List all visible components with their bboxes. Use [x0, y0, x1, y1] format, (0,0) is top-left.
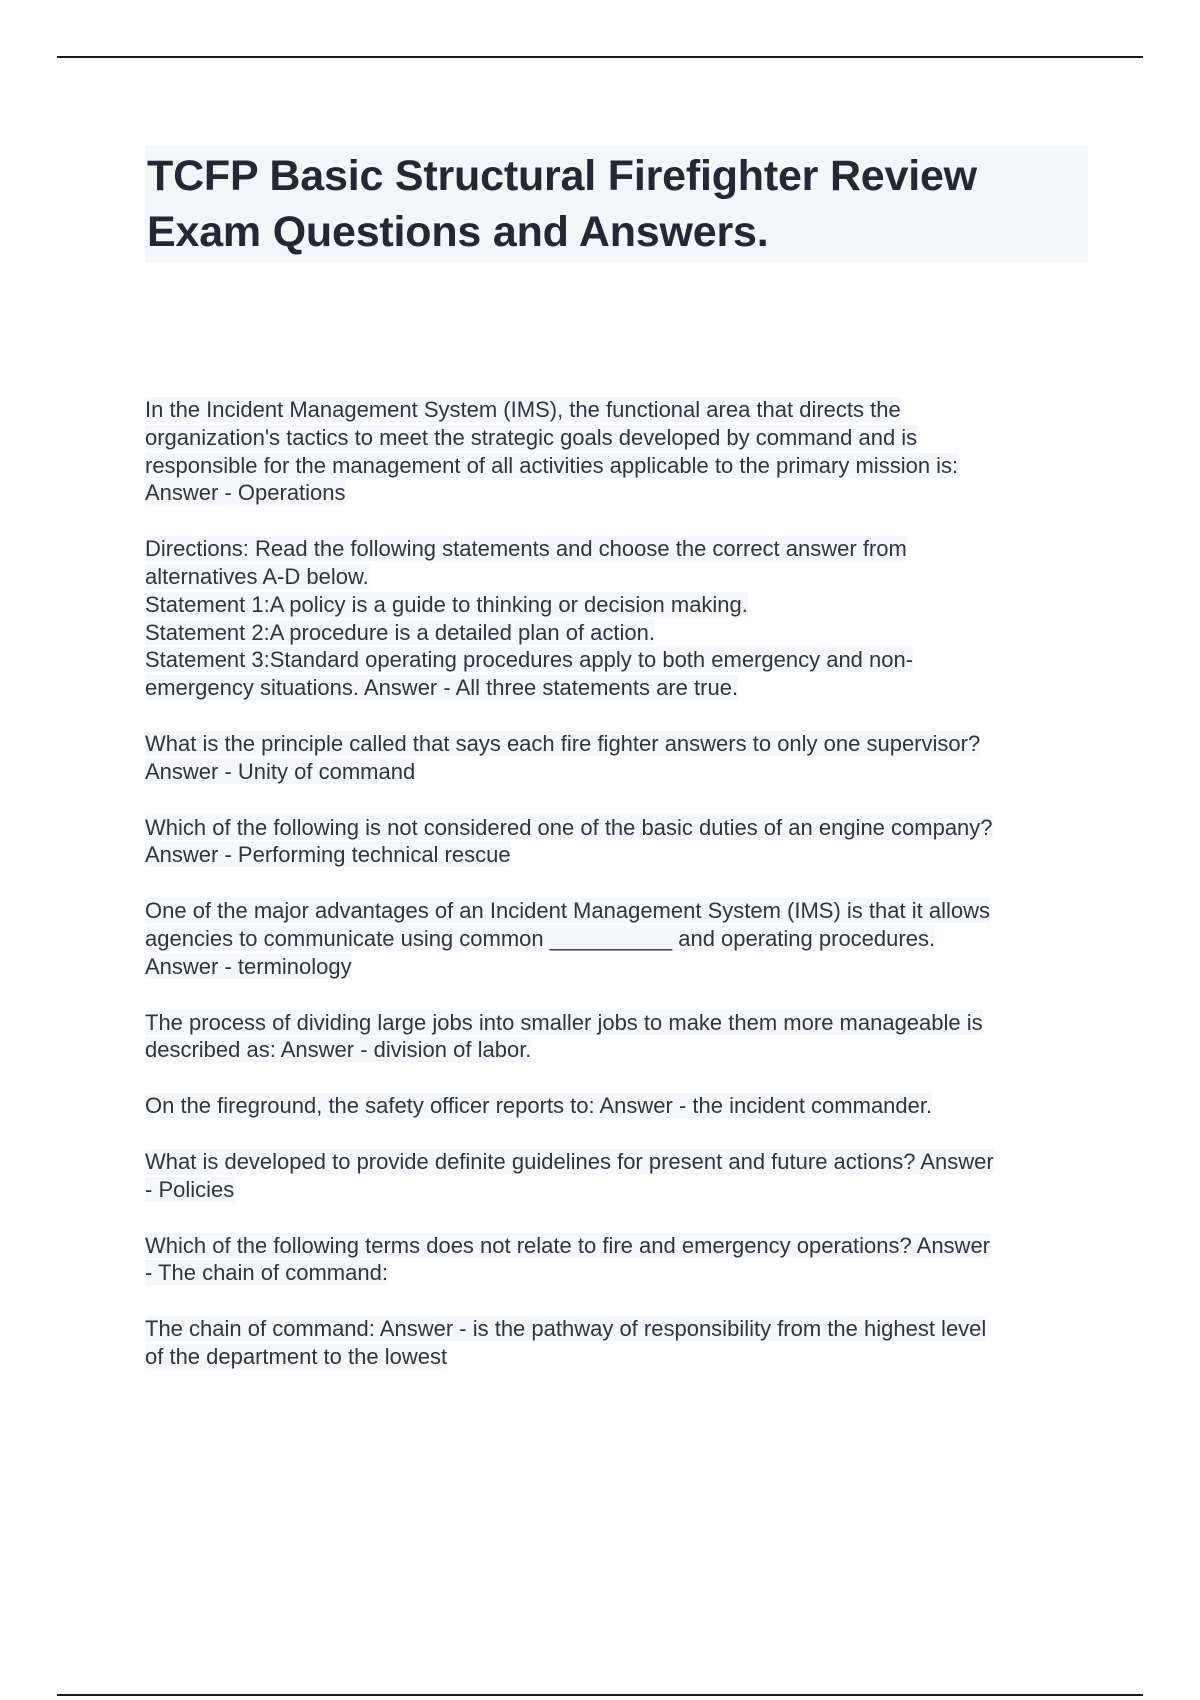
qa-answer-line: - Policies: [145, 1176, 235, 1202]
qa-line: What is the principle called that says each fire fighter answers to only one supervisor?: [145, 730, 981, 756]
title-line-2: Exam Questions and Answers.: [147, 208, 769, 256]
qa-line: Statement 1:A policy is a guide to thinking or decision making.: [145, 591, 748, 617]
qa-item: [145, 1009, 1090, 1065]
qa-item: [145, 897, 1090, 980]
qa-line: The process of dividing large jobs into smaller jobs to make them more manageable is: [145, 1009, 983, 1035]
qa-item: [145, 814, 1090, 870]
qa-list: [145, 396, 1090, 1399]
qa-line: Which of the following terms does not relate to fire and emergency operations? Answer: [145, 1232, 991, 1258]
qa-line: Which of the following is not considered one of the basic duties of an engine company?: [145, 814, 993, 840]
qa-answer-line: emergency situations. Answer - All three statements are true.: [145, 675, 739, 701]
title-line-1: TCFP Basic Structural Firefighter Review: [147, 152, 977, 200]
qa-item: [145, 730, 1090, 786]
qa-answer-line: On the fireground, the safety officer reports to: Answer - the incident commander.: [145, 1093, 933, 1119]
title-block: [145, 146, 1088, 262]
qa-answer-line: Answer - Operations: [145, 480, 346, 506]
qa-item: [145, 1232, 1090, 1288]
document-title: [145, 146, 1088, 262]
qa-line: responsible for the management of all activities applicable to the primary mission is:: [145, 452, 959, 478]
top-rule: [57, 56, 1143, 58]
qa-item: [145, 1092, 1090, 1120]
qa-answer-line: Answer - Unity of command: [145, 758, 416, 784]
qa-line: Statement 3:Standard operating procedures apply to both emergency and non-: [145, 647, 914, 673]
qa-item: [145, 1148, 1090, 1204]
qa-line: What is developed to provide definite guidelines for present and future actions? Answer: [145, 1148, 994, 1174]
qa-line: Directions: Read the following statements and choose the correct answer from: [145, 536, 907, 562]
qa-line: One of the major advantages of an Incident Management System (IMS) is that it allows: [145, 898, 990, 924]
qa-answer-line: of the department to the lowest: [145, 1343, 448, 1369]
qa-answer-line: described as: Answer - division of labor.: [145, 1037, 532, 1063]
qa-line: Statement 2:A procedure is a detailed plan of action.: [145, 619, 655, 645]
qa-answer-line: Answer - terminology: [145, 953, 352, 979]
qa-item: [145, 1315, 1090, 1371]
bottom-rule: [57, 1694, 1143, 1696]
qa-line: agencies to communicate using common __________ and operating procedures.: [145, 925, 936, 951]
qa-line: alternatives A-D below.: [145, 563, 369, 589]
qa-answer-line: Answer - Performing technical rescue: [145, 842, 511, 868]
qa-answer-line: - The chain of command:: [145, 1260, 388, 1286]
qa-line: organization's tactics to meet the strategic goals developed by command and is: [145, 424, 918, 450]
qa-item: [145, 535, 1090, 702]
qa-line: In the Incident Management System (IMS), the functional area that directs the: [145, 397, 901, 422]
qa-item: [145, 396, 1090, 507]
qa-line: The chain of command: Answer - is the pathway of responsibility from the highest level: [145, 1316, 987, 1342]
